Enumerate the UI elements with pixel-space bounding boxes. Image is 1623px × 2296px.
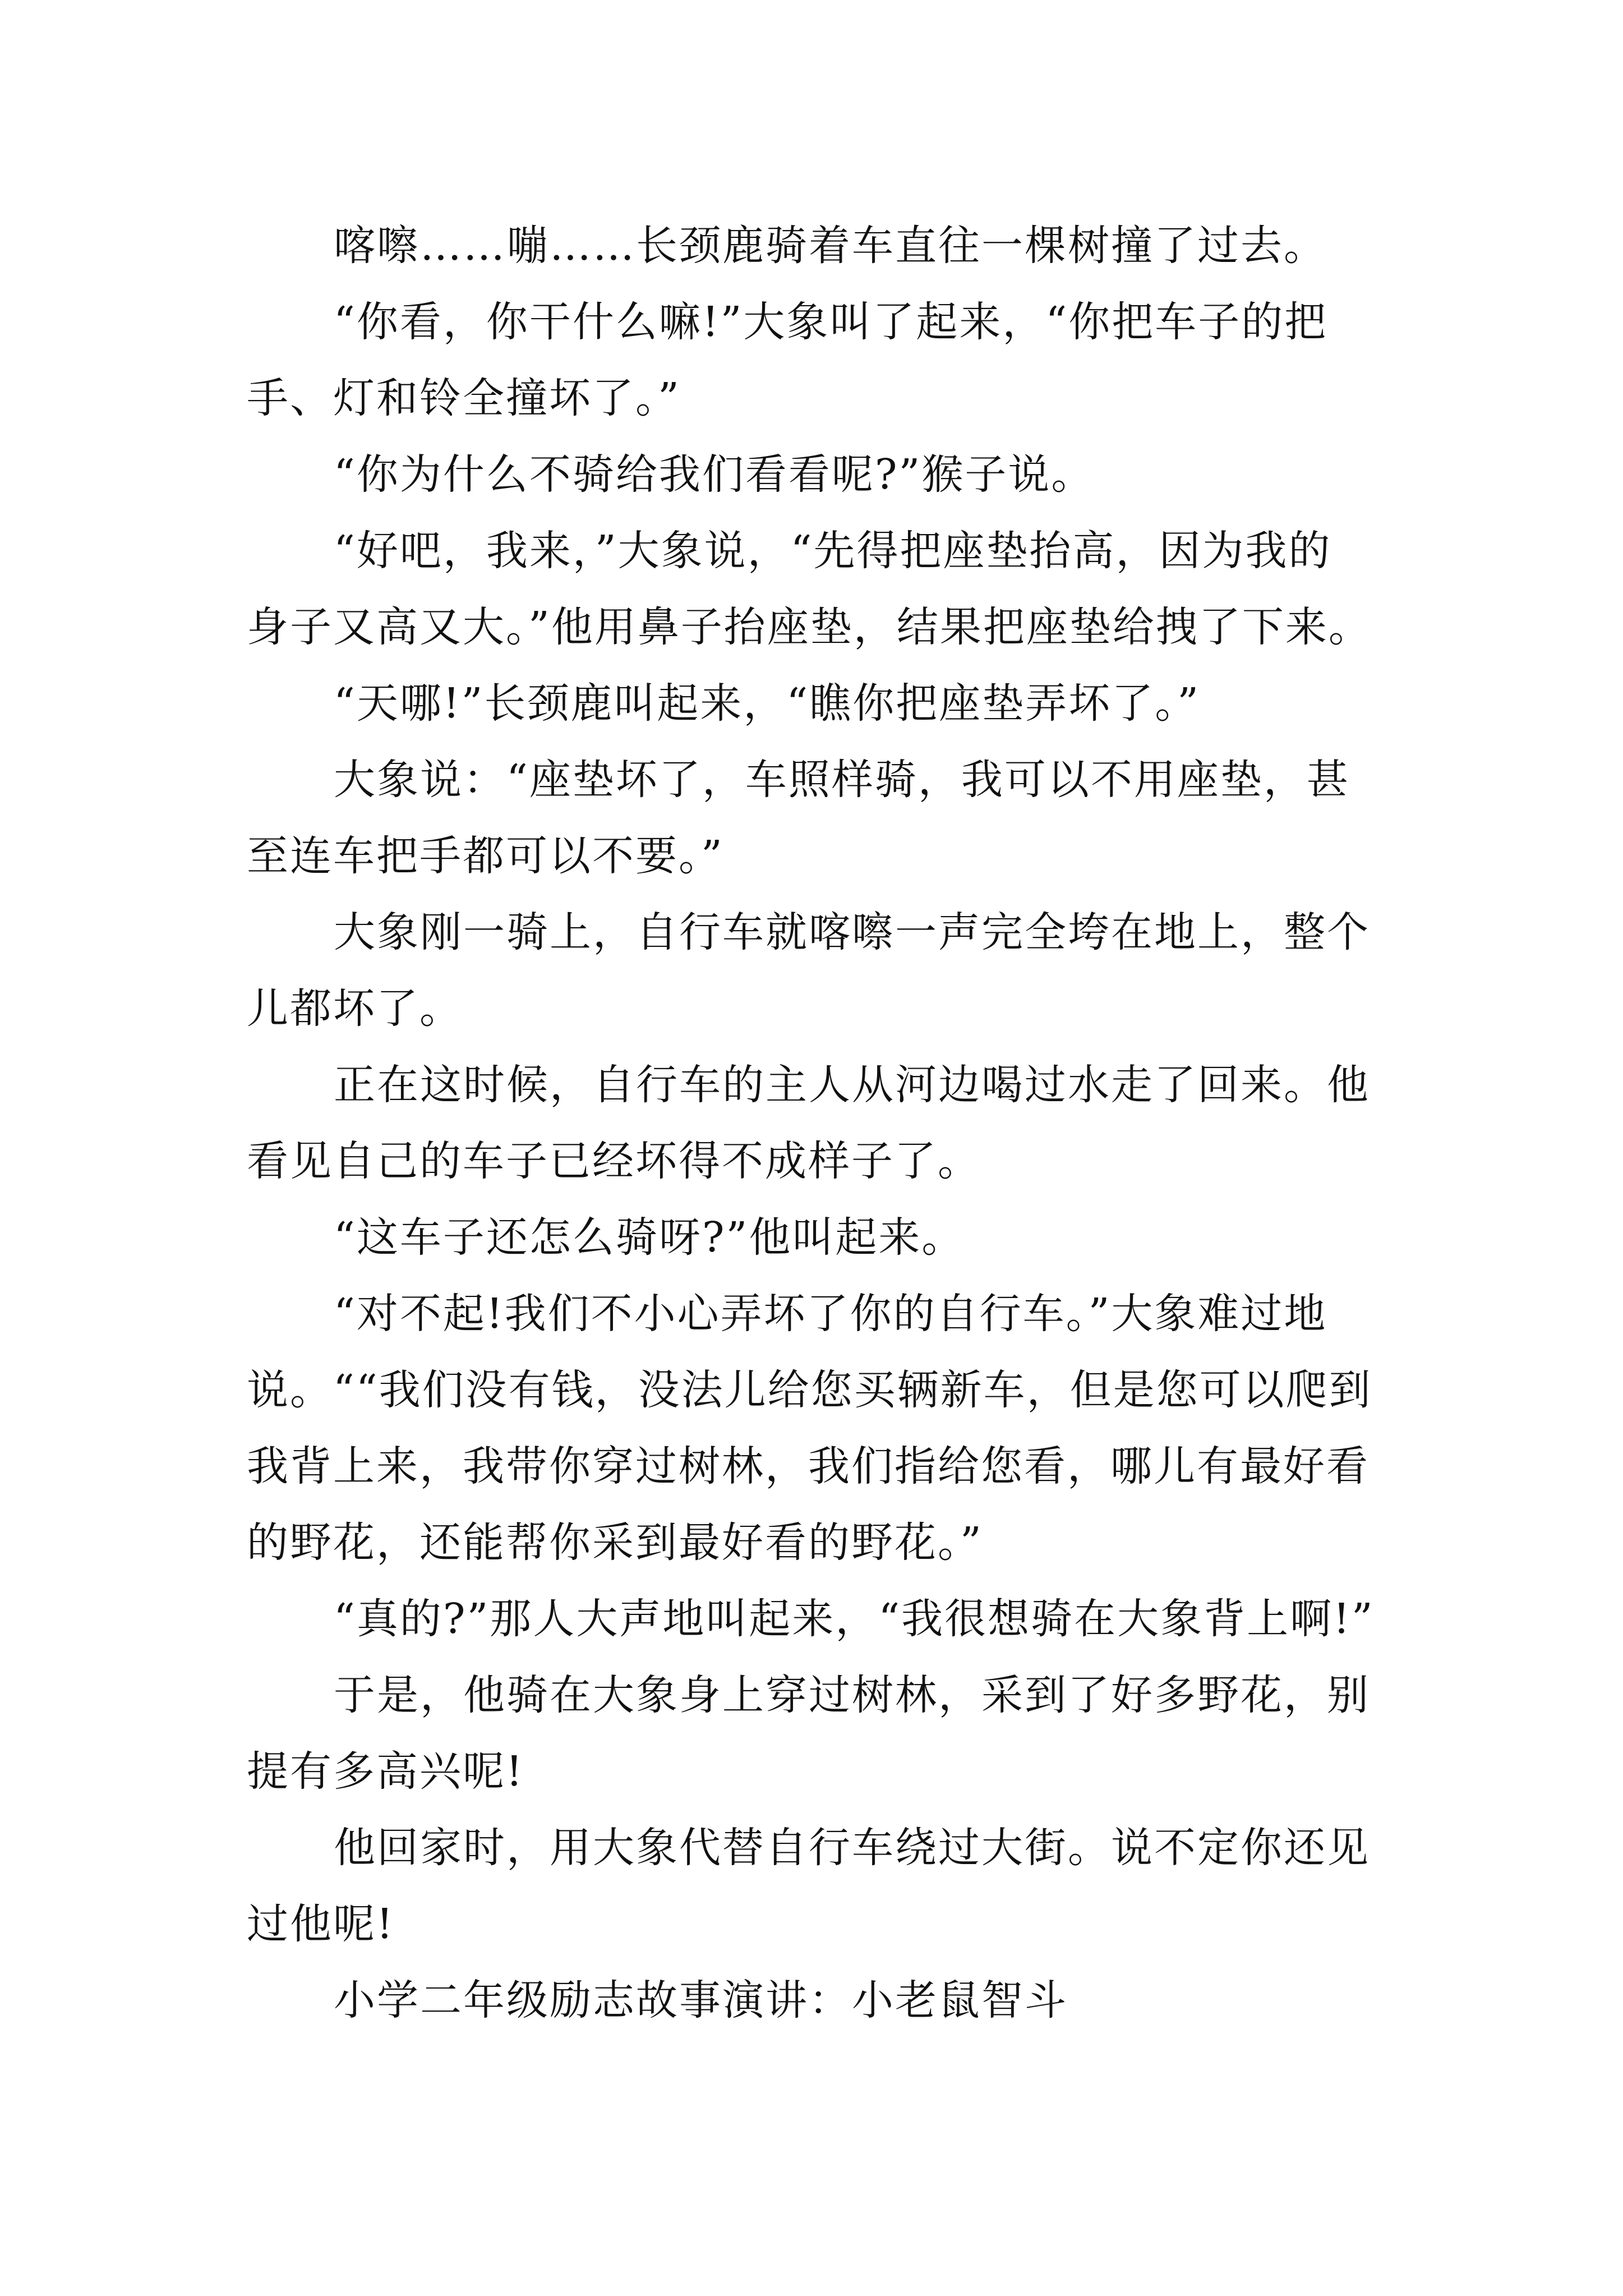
- text-line: 至连车把手都可以不要。”: [247, 832, 724, 880]
- text-line: 于是，他骑在大象身上穿过树林，采到了好多野花，别: [334, 1671, 1370, 1719]
- text-line: 我背上来，我带你穿过树林，我们指给您看，哪儿有最好看: [247, 1442, 1370, 1490]
- text-line: 正在这时候，自行车的主人从河边喝过水走了回来。他: [334, 1061, 1370, 1109]
- text-line: “好吧，我来，”大象说，“先得把座垫抬高，因为我的: [334, 527, 1332, 575]
- text-line: 大象刚一骑上，自行车就喀嚓一声完全垮在地上，整个: [334, 908, 1370, 956]
- text-line: 儿都坏了。: [247, 984, 463, 1033]
- section-heading: 小学二年级励志故事演讲：小老鼠智斗: [334, 1976, 1068, 2024]
- text-line: 说。““我们没有钱，没法儿给您买辆新车，但是您可以爬到: [247, 1366, 1372, 1414]
- text-line: 的野花，还能帮你采到最好看的野花。”: [247, 1519, 983, 1567]
- text-line: 他回家时，用大象代替自行车绕过大街。说不定你还见: [334, 1824, 1370, 1872]
- text-line: “你看，你干什么嘛!”大象叫了起来，“你把车子的把: [334, 298, 1328, 346]
- text-line: 大象说：“座垫坏了，车照样骑，我可以不用座垫，甚: [334, 756, 1350, 804]
- text-line: “真的?”那人大声地叫起来，“我很想骑在大象背上啊!”: [334, 1595, 1375, 1643]
- text-line: 身子又高又大。”他用鼻子抬座垫，结果把座垫给拽了下来。: [247, 603, 1372, 651]
- text-line: “这车子还怎么骑呀?”他叫起来。: [334, 1213, 965, 1262]
- text-line: 过他呢!: [247, 1900, 395, 1948]
- text-line: “你为什么不骑给我们看看呢?”猴子说。: [334, 450, 1095, 499]
- story-text: [247, 208, 1391, 2039]
- text-line: 喀嚓……嘣……长颈鹿骑着车直往一棵树撞了过去。: [334, 222, 1327, 270]
- text-line: 提有多高兴呢!: [247, 1747, 524, 1796]
- text-line: 看见自己的车子已经坏得不成样子了。: [247, 1137, 981, 1185]
- text-line: “天哪!”长颈鹿叫起来，“瞧你把座垫弄坏了。”: [334, 679, 1201, 728]
- text-line: 手、灯和铃全撞坏了。”: [247, 374, 681, 422]
- text-line: “对不起!我们不小心弄坏了你的自行车。”大象难过地: [334, 1290, 1327, 1338]
